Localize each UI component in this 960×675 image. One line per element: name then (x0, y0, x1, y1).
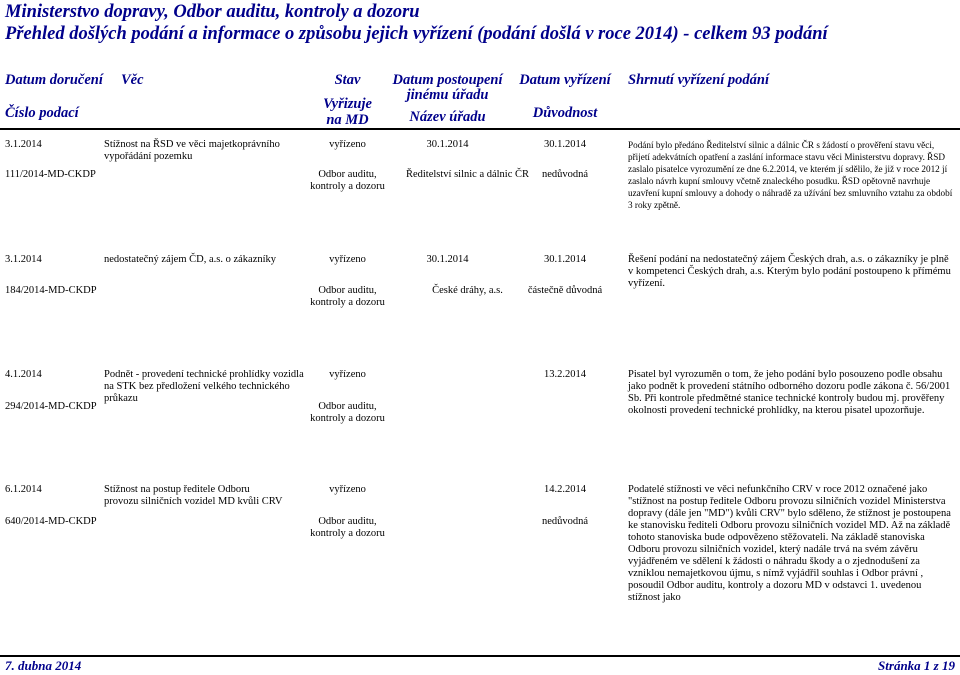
record-resolved-date: 13.2.2014 (544, 369, 586, 380)
record-merit: nedůvodná (541, 169, 589, 180)
record-resolved-date: 14.2.2014 (544, 484, 586, 495)
record-summary: Pisatel byl vyrozuměn o tom, že jeho podání bylo posouzeno podle obsahu jako podnět k provedení státního odborného dozoru podle zákona č. 56/2001 Sb. Při kontrole předmětné stanice technické kontroly budou mj. prověřeny okolnosti provedení technické prohlídky, na kterou pisatel upozorňuje. (628, 369, 951, 416)
record-status: vyřízeno (329, 254, 366, 265)
col-vyrizuje-1: Vyřizuje (323, 96, 372, 112)
record-resolved-date: 30.1.2014 (544, 254, 586, 265)
col-nazev-uradu: Název úřadu (409, 109, 486, 125)
col-datum-postoupeni-2: jinému úřadu (406, 87, 489, 103)
header-divider (0, 128, 960, 130)
col-vyrizuje-2: na MD (326, 112, 369, 128)
record-handler: Odbor auditu, kontroly a dozoru (310, 169, 385, 192)
record-subject: Podnět - provedení technické prohlídky vozidla na STK bez předložení velkého technického průkazu (104, 369, 304, 404)
record-handler: Odbor auditu, kontroly a dozoru (310, 516, 385, 539)
record-handler: Odbor auditu, kontroly a dozoru (310, 401, 385, 424)
record-resolved-date: 30.1.2014 (544, 139, 586, 150)
col-vec: Věc (121, 72, 144, 88)
report-subtitle: Přehled došlých podání a informace o způsobu jejich vyřízení (podání došlá v roce 2014) - celkem 93 podání (5, 24, 828, 44)
record-summary: Podání bylo předáno Ředitelství silnic a dálnic ČR s žádostí o prověření stavu věci, přijetí adekvátních opatření a zaslání informace stavu věci Ministerstvu dopravy. ŘSD zaslalo pisatelce vyrozumění ze dne 6.2.2014, ve kterém jí sdělilo, že již v roce 2012 jí zaslalo návrh kupní smlouvy včetně znaleckého posudku. ŘSD opětovně navrhuje uzavření kupní smlouvy a dohody o náhradě za užívání bez smluvního vztahu za období 3 roky zpětně. (628, 140, 953, 210)
record-date: 3.1.2014 (5, 254, 42, 265)
col-datum-doruceni: Datum doručení (5, 72, 103, 88)
record-merit: nedůvodná (541, 516, 589, 527)
col-duvodnost: Důvodnost (532, 105, 598, 121)
record-handler: Odbor auditu, kontroly a dozoru (310, 285, 385, 308)
record-date: 6.1.2014 (5, 484, 42, 495)
footer-divider (0, 655, 960, 657)
record-date: 4.1.2014 (5, 369, 42, 380)
col-cislo-podaci: Číslo podací (5, 105, 79, 121)
col-datum-postoupeni-1: Datum postoupení (392, 72, 503, 88)
record-forward-date: 30.1.2014 (426, 254, 469, 265)
record-subject: Stížnost na ŘSD ve věci majetkoprávního vypořádání pozemku (104, 139, 280, 162)
record-status: vyřízeno (329, 484, 366, 495)
record-number: 640/2014-MD-CKDP (5, 516, 97, 527)
record-subject: nedostatečný zájem ČD, a.s. o zákazníky (104, 254, 277, 265)
record-status: vyřízeno (329, 139, 366, 150)
record-subject: Stížnost na postup ředitele Odboru provozu silničních vozidel MD kvůli CRV (104, 484, 283, 507)
col-stav: Stav (334, 72, 361, 88)
record-forward-office: Ředitelství silnic a dálnic ČR (405, 169, 530, 180)
footer-page-number: Stránka 1 z 19 (878, 658, 955, 673)
col-datum-vyrizeni: Datum vyřízení (519, 72, 611, 88)
record-forward-office: České dráhy, a.s. (432, 285, 503, 296)
record-forward-date: 30.1.2014 (426, 139, 469, 150)
record-summary: Řešení podání na nedostatečný zájem Českých drah, a.s. o zákazníky je plně v kompetenci Českých drah, a.s. Kterým bylo podání postoupeno k přímému vyřízení. (628, 254, 951, 289)
record-date: 3.1.2014 (5, 139, 42, 150)
record-number: 294/2014-MD-CKDP (5, 401, 97, 412)
record-number: 184/2014-MD-CKDP (5, 285, 97, 296)
record-summary: Podatelé stížnosti ve věci nefunkčního CRV v roce 2012 označené jako "stížnost na postup ředitele Odboru provozu silničních vozidel Ministerstva dopravy (dále jen "MD") kvůli CRV" bylo sděleno, že stížnost je postoupena ke stanovisku řediteli Odboru provozu silničních vozidel MD. Až na základě tohoto stanoviska bude odpovězeno stěžovateli. Na základě stanoviska Odboru provozu silničních vozidel, který nadále trvá na svém závěru vyjádřeném ve sdělení k žádosti o náhradu škody a o zjednodušení za vzniklou nemajetkovou újmu, s nímž vyjádřil souhlas i Odbor právní , posoudil Odbor auditu, kontroly a dozoru MD v odstavci 1. uvedenou stížnost jako (628, 484, 951, 603)
report-title: Ministerstvo dopravy, Odbor auditu, kontroly a dozoru (5, 2, 420, 22)
record-merit: částečně důvodná (527, 285, 603, 296)
record-number: 111/2014-MD-CKDP (5, 169, 96, 180)
footer-date: 7. dubna 2014 (5, 658, 82, 673)
col-shrnuti: Shrnutí vyřízení podání (628, 72, 770, 88)
record-status: vyřízeno (329, 369, 366, 380)
